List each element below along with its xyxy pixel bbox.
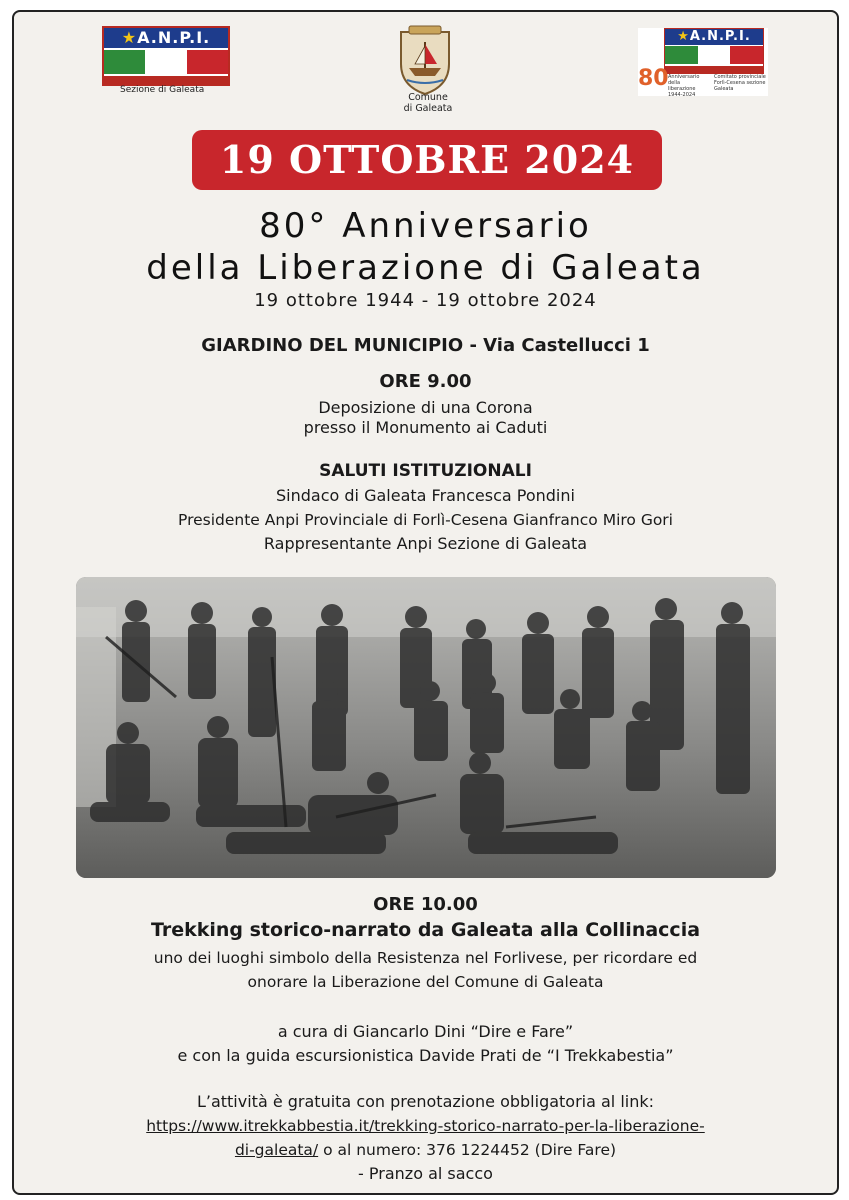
- booking-link-line-1: [14, 1116, 837, 1136]
- title-dates: 19 ottobre 1944 - 19 ottobre 2024: [254, 290, 597, 311]
- morning-line-1: Deposizione di una Corona: [318, 398, 533, 417]
- anpi-logo-text: ★A.N.P.I.: [104, 28, 228, 48]
- booking-link-1[interactable]: https://www.itrekkabbestia.it/trekking-storico-narrato-per-la-liberazione-: [146, 1117, 705, 1135]
- event-poster: [12, 10, 839, 1195]
- anpi-logo-right-text: ★A.N.P.I.: [665, 29, 763, 45]
- title-line-1: 80° Anniversario: [259, 206, 592, 246]
- greetings-line-2: Presidente Anpi Provinciale di Forlì-Cesena Gianfranco Miro Gori: [178, 511, 673, 529]
- trek-curator-2: e con la guida escursionistica Davide Prati de “I Trekkabestia”: [177, 1046, 674, 1065]
- venue: GIARDINO DEL MUNICIPIO - Via Castellucci 1: [201, 335, 650, 356]
- booking-link-2[interactable]: di-galeata/: [234, 1141, 319, 1159]
- trek-desc-2: onorare la Liberazione del Comune di Galeata: [247, 973, 604, 991]
- trek-desc-1: uno dei luoghi simbolo della Resistenza nel Forlivese, per ricordare ed: [153, 949, 698, 967]
- booking-phone: o al numero: 376 1224452 (Dire Fare): [318, 1141, 617, 1159]
- anpi-logo-left: [102, 26, 230, 86]
- anniversary-logo-block: [638, 28, 768, 96]
- morning-line-2: presso il Monumento ai Caduti: [303, 418, 548, 437]
- historic-partisans-photo: [76, 577, 776, 878]
- booking-link-line-2: [14, 1140, 837, 1160]
- trek-time: ORE 10.00: [373, 894, 478, 915]
- lunch-note: - Pranzo al sacco: [358, 1164, 493, 1183]
- anpi-logo-right: [664, 28, 764, 74]
- anniversary-caption: Anniversario della liberazione 1944-2024: [668, 74, 700, 98]
- trek-curator-1: a cura di Giancarlo Dini “Dire e Fare”: [277, 1022, 574, 1041]
- anpi-left-caption: Sezione di Galeata: [120, 85, 205, 95]
- greetings-line-3: Rappresentante Anpi Sezione di Galeata: [263, 534, 588, 553]
- trek-title: Trekking storico-narrato da Galeata alla Collinaccia: [150, 919, 701, 941]
- italian-flag-icon-right: [665, 46, 763, 64]
- italian-flag-icon: [104, 50, 228, 74]
- booking-line-1: L’attività è gratuita con prenotazione obbligatoria al link:: [196, 1092, 655, 1111]
- title-line-2: della Liberazione di Galeata: [146, 248, 705, 288]
- date-banner: 19 OTTOBRE 2024: [192, 130, 662, 190]
- greetings-heading: SALUTI ISTITUZIONALI: [319, 461, 532, 481]
- greetings-line-1: Sindaco di Galeata Francesca Pondini: [276, 486, 575, 505]
- anniversary-80-mark: 80: [638, 66, 669, 91]
- anpi-right-caption: Comitato provinciale Forlì-Cesena sezione Galeata: [714, 74, 766, 92]
- morning-time: ORE 9.00: [379, 371, 472, 392]
- comune-crest-icon: [395, 24, 455, 98]
- comune-caption-1: Comune: [408, 92, 448, 103]
- comune-caption-2: di Galeata: [403, 103, 453, 114]
